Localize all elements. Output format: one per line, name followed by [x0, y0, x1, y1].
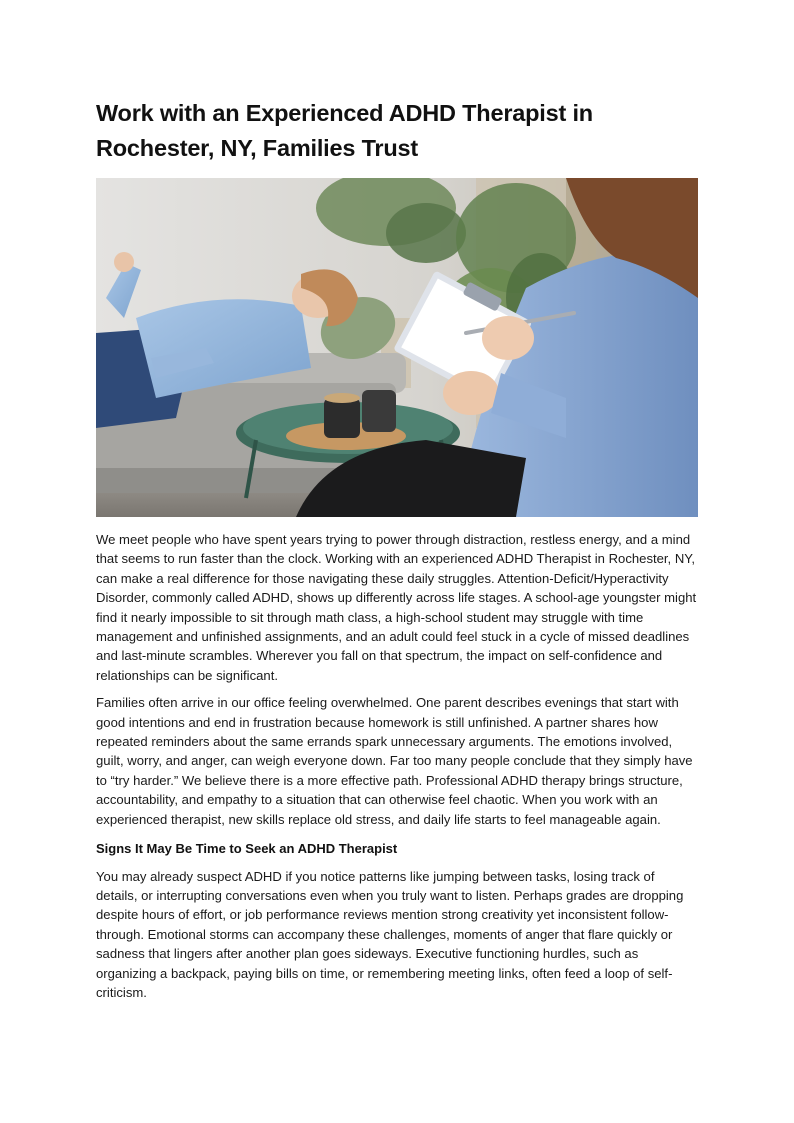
intro-paragraph: We meet people who have spent years trying to power through distraction, restless energy, and a mind that seems to run faster than the clock. Working with an experienced ADHD Therapist in Rochester, NY, can make a real difference for those navigating these daily struggles. Attention-Deficit/Hyperactivity Disorder, commonly called ADHD, shows up differently across life stages. A school-age youngster might find it nearly impossible to sit through math class, a high-school student may struggle with time management and unfinished assignments, and an adult could feel stuck in a cycle of missed deadlines and last-minute scrambles. Wherever you fall on that spectrum, the impact on self-confidence and relationships can be significant. [96, 532, 697, 683]
body-paragraph: Families often arrive in our office feeling overwhelmed. One parent describes evenings that start with good intentions and end in frustration because homework is still unfinished. A partner shares how repeated reminders about the same errands spark unnecessary arguments. The emotions involved, guilt, worry, and anger, can weigh everyone down. Far too many people conclude that they simply have to “try harder.” We believe there is a more effective path. Professional ADHD therapy brings structure, accountability, and empathy to a situation that can otherwise feel chaotic. When you work with an experienced therapist, new skills replace old stress, and daily life starts to feel manageable again. [96, 695, 693, 827]
section-heading: Signs It May Be Time to Seek an ADHD Therapist [96, 841, 398, 857]
page-title: Work with an Experienced ADHD Therapist in Rochester, NY, Families Trust [96, 100, 593, 161]
article [96, 96, 698, 1002]
hero-image [96, 178, 698, 517]
body-paragraph: You may already suspect ADHD if you notice patterns like jumping between tasks, losing track of details, or interrupting conversations even when you truly want to listen. Perhaps grades are dropping despite hours of effort, or job performance reviews mention strong creativity yet inconsistent follow-through. Emotional storms can accompany these challenges, moments of anger that flare quickly or sadness that lingers after another plan goes sideways. Executive functioning hurdles, such as organizing a backpack, paying bills on time, or remembering meeting links, often feed a loop of self-criticism. [96, 868, 684, 1000]
